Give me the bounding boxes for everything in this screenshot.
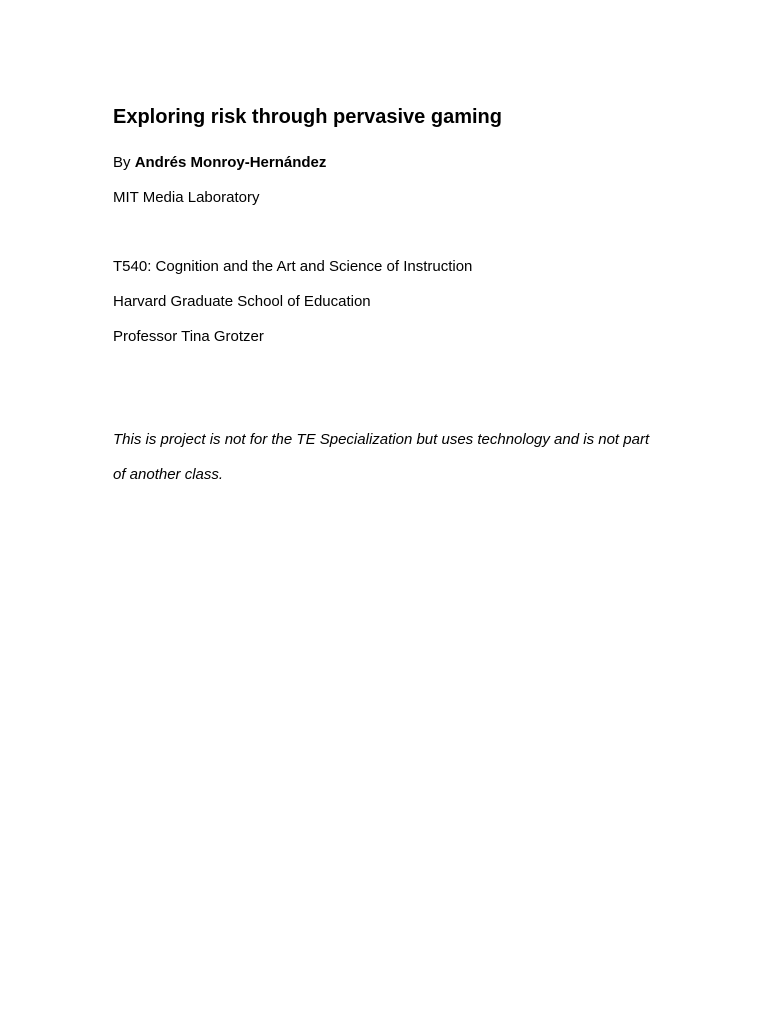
course-name: T540: Cognition and the Art and Science of Instruction (113, 258, 473, 275)
school-name: Harvard Graduate School of Education (113, 293, 371, 310)
author-prefix: By (113, 154, 131, 171)
project-note-line-2: of another class. (113, 466, 224, 483)
author-line (113, 153, 326, 173)
affiliation: MIT Media Laboratory (113, 189, 260, 206)
document-title: Exploring risk through pervasive gaming (113, 106, 502, 128)
author-name: Andrés Monroy-Hernández (134, 154, 327, 171)
project-note-line-1: This is project is not for the TE Specialization but uses technology and is not part (113, 431, 650, 448)
project-note (113, 422, 673, 492)
professor-name: Professor Tina Grotzer (113, 328, 264, 345)
